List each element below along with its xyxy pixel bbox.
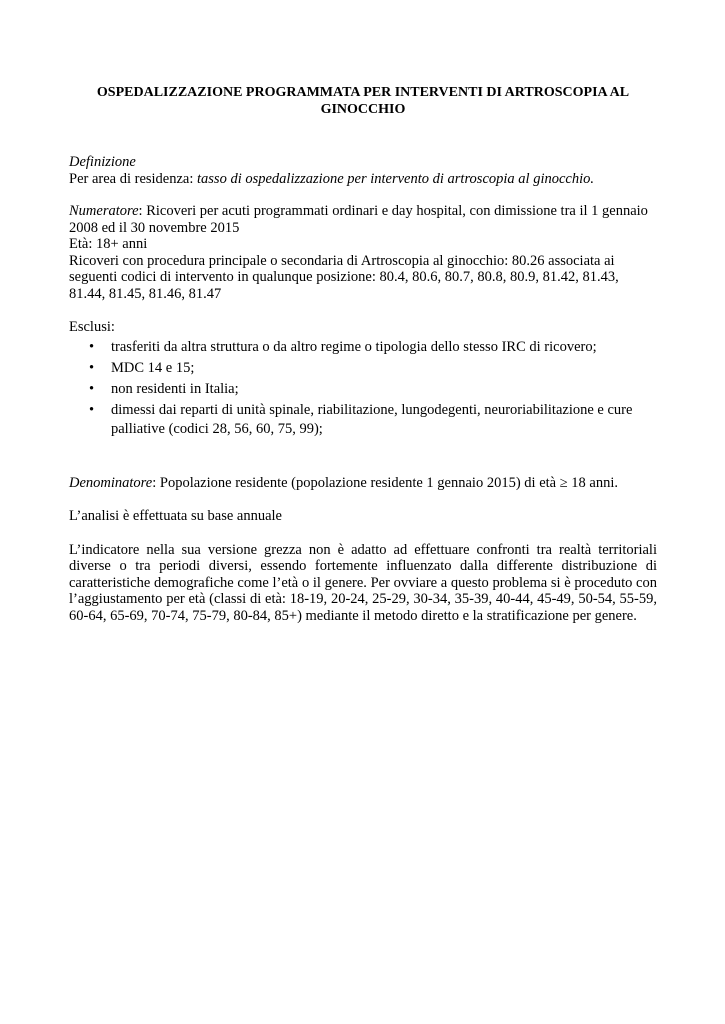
list-item (69, 380, 657, 399)
esclusi-section (69, 319, 657, 439)
title-line-2: GINOCCHIO (320, 102, 406, 117)
numeratore-eta: Età: 18+ anni (69, 236, 148, 252)
list-item-text: trasferiti da altra struttura o da altro regime o tipologia dello stesso IRC di ricovero; (111, 338, 597, 355)
definizione-prefix: Per area di residenza: (69, 170, 198, 187)
bullet-icon: • (89, 359, 95, 376)
esclusi-list (69, 338, 657, 439)
denominatore-section (69, 475, 657, 492)
list-item (69, 359, 657, 378)
bullet-icon: • (89, 401, 95, 418)
indicatore-paragraph: L’indicatore nella sua versione grezza non è adatto ad effettuare confronti tra realtà territoriali diverse o tra periodi diversi, essendo fortemente influenzato dalla differente distribuzione di caratteristiche demografiche come l’età o il genere. Per ovviare a questo problema si è proceduto con l’aggiustamento per età (classi di età: 18-19, 20-24, 25-29, 30-34, 35-39, 40-44, 45-49, 50-54, 55-59, 60-64, 65-69, 70-74, 75-79, 80-84, 85+) mediante il metodo diretto e la stratificazione per genere. (69, 541, 657, 624)
list-item-text: dimessi dai reparti di unità spinale, riabilitazione, lungodegenti, neuroriabilitazione e cure palliative (codici 28, 56, 60, 75, 99); (111, 401, 633, 437)
document-title (69, 84, 657, 118)
definizione-section (69, 154, 657, 187)
list-item-text: non residenti in Italia; (111, 380, 239, 397)
bullet-icon: • (89, 380, 95, 397)
document-page (69, 84, 657, 624)
denominatore-description: : Popolazione residente (popolazione residente 1 gennaio 2015) di età ≥ 18 anni. (152, 474, 619, 491)
denominatore-heading: Denominatore (69, 474, 153, 491)
title-line-1: OSPEDALIZZAZIONE PROGRAMMATA PER INTERVENTI DI ARTROSCOPIA AL (96, 85, 630, 100)
numeratore-section (69, 203, 657, 302)
numeratore-heading: Numeratore (69, 203, 139, 219)
bullet-icon: • (89, 338, 95, 355)
definizione-text (69, 171, 657, 188)
numeratore-description: : Ricoveri per acuti programmati ordinari e day hospital, con dimissione tra il 1 gennaio 2008 ed il 30 novembre 2015 (69, 203, 648, 236)
esclusi-heading: Esclusi: (69, 319, 115, 335)
numeratore-text (69, 203, 657, 236)
definizione-heading: Definizione (69, 154, 136, 170)
analisi-text: L’analisi è effettuata su base annuale (69, 508, 282, 524)
list-item-text: MDC 14 e 15; (111, 359, 195, 376)
list-item (69, 401, 657, 439)
denominatore-text (69, 475, 657, 492)
list-item (69, 338, 657, 357)
numeratore-procedure: Ricoveri con procedura principale o secondaria di Artroscopia al ginocchio: 80.26 associata ai seguenti codici di intervento in qualunque posizione: 80.4, 80.6, 80.7, 80.8, 80.9, 81.42, 81.43, 81.44, 81.45, 81.46, 81.47 (69, 252, 619, 302)
definizione-description: tasso di ospedalizzazione per intervento di artroscopia al ginocchio. (197, 170, 594, 187)
